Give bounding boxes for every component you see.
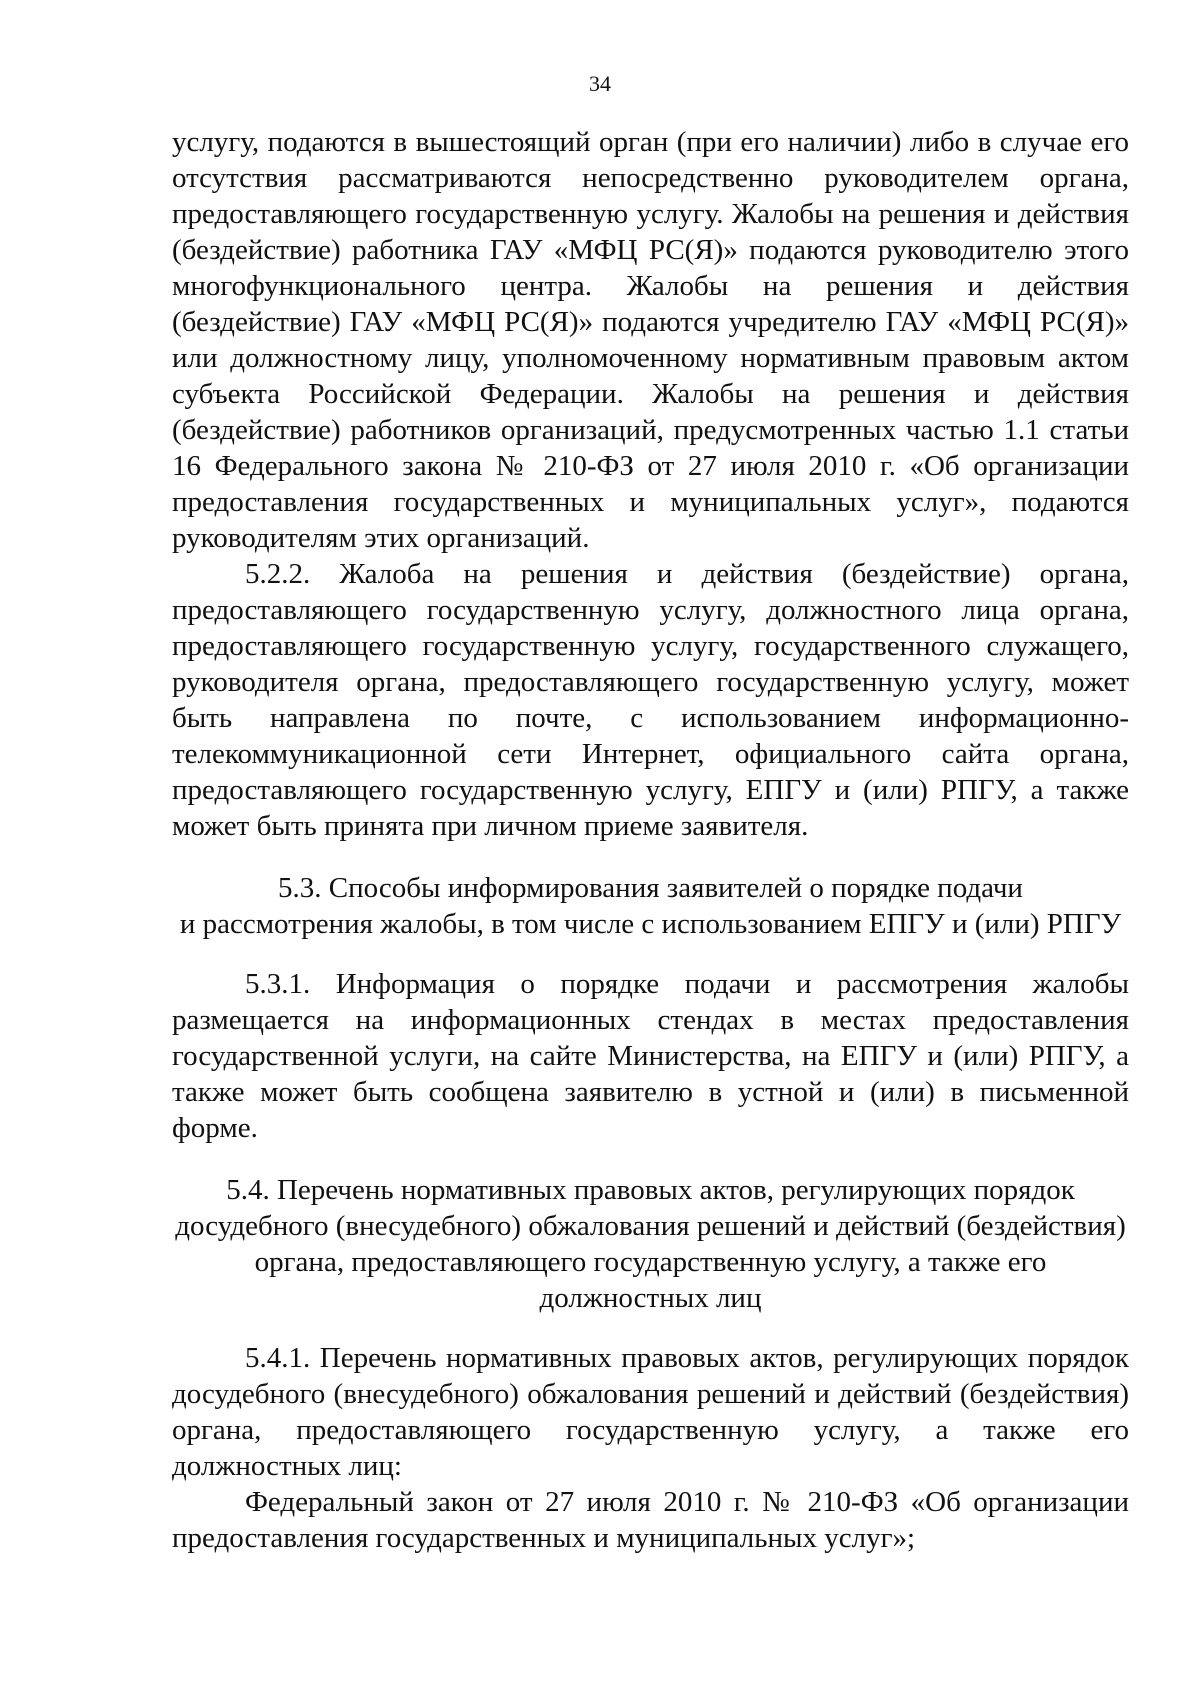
- document-body: [172, 124, 1129, 1556]
- paragraph-5-2-2: 5.2.2. Жалоба на решения и действия (бездействие) органа, предоставляющего государственную услугу, должностного лица органа, предоставляющего государственную услугу, государственного служащего, руководителя органа, предоставляющего государственную услугу, может быть направлена по почте, с использованием информационно-телекоммуникационной сети Интернет, официального сайта органа, предоставляющего государственную услугу, ЕПГУ и (или) РПГУ, а также может быть принята при личном приеме заявителя.: [172, 558, 1129, 842]
- heading-line: органа, предоставляющего государственную услугу, а также его: [254, 1246, 1047, 1278]
- heading-line: и рассмотрения жалобы, в том числе с использованием ЕПГУ и (или) РПГУ: [179, 908, 1122, 940]
- heading-line: должностных лиц: [539, 1282, 762, 1314]
- paragraph-continuation: услугу, подаются в вышестоящий орган (при его наличии) либо в случае его отсутствия рассматриваются непосредственно руководителем органа, предоставляющего государственную услугу. Жалобы на решения и действия (бездействие) работника ГАУ «МФЦ РС(Я)» подаются руководителю этого многофункционального центра. Жалобы на решения и действия (бездействие) ГАУ «МФЦ РС(Я)» подаются учредителю ГАУ «МФЦ РС(Я)» или должностному лицу, уполномоченному нормативным правовым актом субъекта Российской Федерации. Жалобы на решения и действия (бездействие) работников организаций, предусмотренных частью 1.1 статьи 16 Федерального закона № 210-ФЗ от 27 июля 2010 г. «Об организации предоставления государственных и муниципальных услуг», подаются руководителям этих организаций.: [172, 126, 1129, 554]
- heading-line: досудебного (внесудебного) обжалования решений и действий (бездействия): [175, 1210, 1126, 1242]
- heading-line: 5.3. Способы информирования заявителей о порядке подачи: [278, 872, 1023, 904]
- section-heading-5-3: [172, 870, 1129, 942]
- paragraph-5-3-1: 5.3.1. Информация о порядке подачи и рассмотрения жалобы размещается на информационных стендах в местах предоставления государственной услуги, на сайте Министерства, на ЕПГУ и (или) РПГУ, а также может быть сообщена заявителю в устной и (или) в письменной форме.: [172, 968, 1129, 1144]
- paragraph-federal-law: Федеральный закон от 27 июля 2010 г. № 210-ФЗ «Об организации предоставления государственных и муниципальных услуг»;: [172, 1486, 1129, 1554]
- page-number: 34: [589, 71, 611, 96]
- heading-line: 5.4. Перечень нормативных правовых актов, регулирующих порядок: [226, 1174, 1075, 1206]
- paragraph-5-4-1: 5.4.1. Перечень нормативных правовых актов, регулирующих порядок досудебного (внесудебного) обжалования решений и действий (бездействия) органа, предоставляющего государственную услугу, а также его должностных лиц:: [172, 1342, 1129, 1482]
- section-heading-5-4: [172, 1172, 1129, 1316]
